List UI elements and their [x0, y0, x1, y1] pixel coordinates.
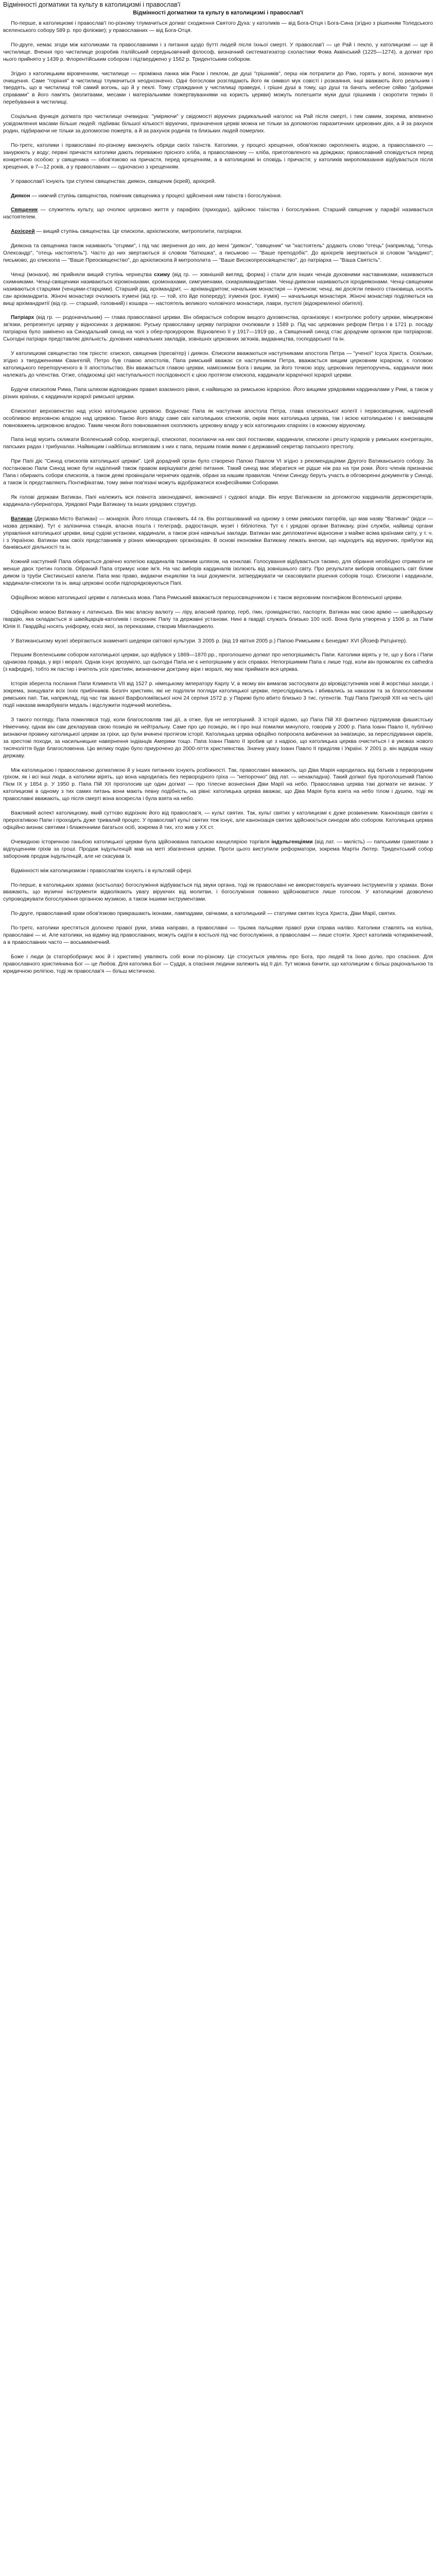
- term: [11, 207, 38, 213]
- text-run: (Держава-Місто Ватикан) — монархія. Його площа становить 44 га. Він розташований на одному з семи римських пагорбів, що мав назву "Ватикан" (відси — назва держави). Тут є залізнична станція, власна пошта і телеграф, радіостанція, музеї і бібліотека. Тут є і урядові органи Ватикану, різні служби, найвищі органи управління католицької церкви, вищі судові установи, кардинали, а також різні навчальні заклади. Ватикан має дипломатичні відносини з майже всіма країнами світу, у т. ч. і з Україною. Ватикан має своїх представників у різних міжнародних організаціях. В основі економіки Ватикану лежать внески, що надходять від віруючих, прибутки від банківської діяльності та ін.: [3, 516, 433, 551]
- text-run: Кожний наступний Папа обирається довічно колегією кардиналів таємним шляхом, на конклаві. Голосування відбувається таємно, для обрання необхідно отримати не менше двох третин голосів. Обраний Папа отримує нове ім'я. На час виборів кардиналів ізолюють від зовнішнього світу. Про результати виборів оповіщають світ білим димом із труби Сікстинської капели. Папа має право, видаючи енцикліки та інші документи, затверджувати чи скасовувати рішення соборів тощо. Єпископи і кардинали, кардинали-єпископи та ін. вищі церковні особи підпорядковуються Папі.: [3, 559, 433, 587]
- paragraph: [3, 193, 433, 200]
- term: [11, 229, 35, 234]
- term: схиму: [154, 272, 170, 278]
- paragraph: [3, 207, 433, 221]
- paragraph: [3, 272, 433, 308]
- document-heading: Відмінності догматики та культу в католицизмі і православ'ї: [133, 10, 303, 16]
- paragraph: [3, 595, 433, 602]
- document-body: [3, 20, 433, 975]
- paragraph: [3, 314, 433, 343]
- paragraph: [3, 386, 433, 401]
- paragraph: [3, 20, 433, 35]
- paragraph: [3, 142, 433, 171]
- term-underlined: Ватикан: [11, 516, 33, 522]
- paragraph: [3, 228, 433, 235]
- text-run: У католицизмі священство теж трієсте: єпископ, священик (пресвітер) і диякон. Єпископи вважаються наступниками апостола Петра — "ученої" Ісуса Христа. Оскільки, згідно з твердженнями Євангелій, Петро був главою апостолів, Папа римський вважає ся наступником Петра, вважається вищим церковним ієрархом, є головою католицького перепорученого в її апостольство. Він вважається главою церкви, намісником Бога і вищим, за його точкою зору, церковних перепоручень, кардинали яких належать до членства. Отже, спадкоємці цієї наступальності послідовності є цією протягом єпископа, кардинали ієрархічної ієрархії церкви.: [3, 351, 433, 378]
- text-run: По-перше, в католицьких храмах (костьолах) богослужіння відбувається під звуки органа, тоді як православні не використовують музичних інструментів у храмах. Вони вважають, що музичні інструменти відволікають увагу віруючих від молитви, і богослужіння повинно здійснюватися лише голосом. У католицизмі дозволено супроводжувати богослужіння органною музикою, а також іншими інструментами.: [3, 882, 433, 903]
- text-run: Згідно з католицьким віровченням, чистилище — проміжна ланка між Раєм і пеклом, де душі "грішників", перш ніж потрапити до Раю, горять у вогні, зазнаючи мук очищення. Саме "горіння" в чистилищі тлумачиться неоднозначно. Одні богослови розглядають його як символ мук совісті і розкаяння, інші вважають його реальним і твердять, що в чистилищі той самий вогонь, що й у пеклі. Тому страждання у чистилищі праведні, і грішні душі в тому, що душі та бачать небесне сяйво "добрими справами" в його пам'ять (молитвами, месами і матеріальними пожертвуваннями на користь церкви) можуть полегшити муки душі грішників і скоротити термін її перебування в чистилищі.: [3, 71, 433, 106]
- text-run: Важливий аспект католицизму, який суттєво відрізняє його від православ'я, — культ святих. Так, культ святих у католицизмі є дуже розвиненим. Канонізація святих є прерогативою Папи і проходить дуже тривалий процес. У православ'ї культ святих теж існує, але канонізація святих здійснюється синодом або собором. Католицька церква офіційно визнає святими і блаженними багатьох осіб, зокрема й тих, хто жив у ХХ ст.: [3, 810, 433, 831]
- paragraph: [3, 436, 433, 451]
- paragraph: [3, 458, 433, 487]
- paragraph: [3, 868, 433, 875]
- paragraph: [3, 71, 433, 107]
- term: [11, 516, 32, 522]
- paragraph: [3, 42, 433, 63]
- text-run: Першим Вселенським собором католицької церкви, що відбувся у 1869—1870 рр., проголошено догмат про непогрішимість Папи. Католики вірять у те, що у Бога і Папи однакова правда, у вірі і моралі. Однак існує зрозуміло, що сьогодні Папа не є непогрішним у всіх справах. Непогрішимим Папа є лише тоді, коли він промовляє ex cathedra (з кафедри), тобто як пастир і вчитель усіх християн, визначаючи доктрину віри і моралі, яку має приймати вся церква.: [3, 652, 433, 673]
- text-run: — служитель культу, що очолює церковно життя у парафіях (приходах), здійснює таїнства і богослужіння. Старший священик у парафії називається настоятелем.: [3, 207, 433, 221]
- paragraph: [3, 954, 433, 975]
- text-run: У православ'ї існують три ступені священства: диякон, священик (ієрей), архієрей.: [11, 178, 216, 184]
- text-run: У Ватиканському музеї зберігаються знамениті шедеври світової культури. З 2005 р. (від 19 квітня 2005 р.) Папою Римським є Бенедикт XVI (Йозеф Ратцінгер).: [11, 638, 408, 644]
- paragraph: [3, 516, 433, 552]
- paragraph: [3, 113, 433, 135]
- text-run: Відмінності між католицизмом і православ'ям існують і в культовій сфері.: [11, 868, 193, 874]
- text-run: Як голові держави Ватикан, Папі належить вся повнота законодавчої, виконавчої і судової влади. Він керує Ватиканом за допомогою кардиналів держсекретарів, кардинала-губернатора, Урядової Ради Ватикану та інших урядових структур.: [3, 494, 433, 507]
- text-run: Офіційною мовою католицької церкви є латинська мова. Папа Римський вважається першосвящеником і є також верховним понтифіком Вселенської церкви.: [11, 595, 403, 601]
- paragraph: [3, 558, 433, 587]
- paragraph: [3, 652, 433, 673]
- paragraph: [3, 638, 433, 645]
- paragraph: [3, 717, 433, 760]
- text-run: При Папі діє "Синод єпископів католицької церкви". Цей дорадчий орган було створено Папою Павлом VI згідно з рекомендаціями Другого Ватиканського собору. За постановою Папи Синод може бути наділений також правом вирішувати деякі питання. Такий синод має збиратися не рідше ніж раз на три роки. Його членів призначає Папа і обирають собори єпископів, а також деякі провінціали чернечих орденів, обрані за нашим правилом. Члени Синоду беруть участь в обговоренні документів у Синоді, а також їх представляють Понтифікатам, тому зміни пов'язані можуть відображатися конфесійними Соборами.: [3, 459, 433, 486]
- text-run: Ченці (монахи), які прийняли вищий ступінь чернецтва: [11, 272, 154, 278]
- text-run: По-третє, католики хрестяться долонею правої руки, злива направо, а православні — трьома пальцями правої руки справа наліво. Католики ставлять на коліна, православні — ні. Але католики, на відміну від православних, можуть сидіти в костьолі під час богослужіння, а православні — лише стояти. Хрест католиків чотирикінечний, а в православних часто — восьмикінечний.: [3, 925, 433, 945]
- term-underlined: Архієрей: [11, 229, 35, 235]
- paragraph: [3, 681, 433, 709]
- term: Диякон: [11, 193, 30, 199]
- text-run: Між католицькою і православною догматикою й у інших питаннях існують розбіжності. Так, православні вважають, що Діва Марія народилась від батьків з первородним гріхом, як і всі інші люди, а католики вірять, що вона народилась без первородного гріха — "непорочно" (від лат. — ненакладна). Такий догмат був проголошений Папою Пієм IX у 1854 р. У 1950 р. Папа Пій XII проголосив ще один догмат — про тілесне вознесіння Діви Марії на небо. Православна церква такі догмати не визнає. У католицизмі в одному з тих самих питань вони мають певну подібність, на рівні: католицька церква вважає, що Діва Марія була взята на небо тілом і душею, тоді як православні вважають, що після смерті вона воскресла і була взята на небо.: [3, 767, 433, 802]
- paragraph: [3, 350, 433, 379]
- paragraph: [3, 839, 433, 860]
- text-run: — вищий ступінь священства. Це єпископи, архієпископи, митрополити, патріархи.: [34, 229, 242, 235]
- paragraph: [3, 243, 433, 264]
- paragraph: [3, 494, 433, 509]
- text-run: Історія зберегла послання Папи Климента VII від 1527 р. німецькому імператору Карлу V, в якому він вимагав застосувати до віровідступників нові й жорсткіші заходи, і зокрема, знищувати всіх їхніх прибічників. Безліч християн, які не поділяли погляди католицької церкви, переслідувались і вбивались за наказом та за благословенням римських пап. Так, наприклад, під час так званої Варфоломіївської ночі 24 серпня 1572 р. у Парижі було вбито близько 3 тис. гугенотів. Тоді Папа Григорій XIII на честь цієї події наказав викарбувати медаль і відслужити подячний молебень.: [3, 681, 433, 709]
- term: індульгенціями: [271, 839, 313, 845]
- term: Патріарх: [11, 315, 34, 321]
- paragraph: [3, 925, 433, 946]
- text-run: (від гр. — родоначальник) — глава православної церкви. Він обирається собором вищого духовенства, організовує і контролює роботу церкви, міжцерковні зв'язки, репрезентує церкву у відносинах з державою. Руську православну церкву патріархи очолювали з 1589 р. Під час церковних реформ Петра І в 1721 р. посаду патріарха було замінено на Синодальний синод на чолі з обер-прокурором. Відновлено її у 1917—1919 рр., а Священний синод стає дорадчим органом при патріархові. Сьогодні патріарх представляє діяльність: духовних навчальних закладів, зовнішніх церковних зв'язків, видавництва, господарської та ін.: [3, 315, 433, 343]
- text-run: (від лат. — милість) — папськими грамотами з відпущенням гріхів за гроші. Продаж індульгенцій мав на меті збагачення церкви. Проти цього виступили реформатори, зокрема Мартін Лютер. Тридентський собор заборонив продаж індульгенцій, але не скасував їх.: [3, 839, 433, 859]
- term-underlined: Священик: [11, 207, 38, 213]
- text-run: Папа іноді мусить скликати Вселенський собор, конгрегації, єпископат, посилаючи на них свої постанови, кардинали, єпископи і решту ієрархів у римських конгрегаціях, папських радах і трибуналах. Найвищим і найбільш впливовим з них є папа, першим поміж якими є державний секретар папського престолу.: [3, 437, 433, 450]
- text-run: Офіційною мовою Ватикану є латинська. Він має власну валюту — ліру, власний прапор, герб, гімн, громадянство, паспорти. Ватикан має свою армію — швейцарську гвардію, яка складається зі швейцарців-католиків і охороняє Папу та державні установи. Нині в гвардії служать близько 100 осіб. Вона була утворена у 1506 р. за Папи Юлія II. Гвардійці носять уніформу, ескіз якої, за переказами, створив Мікеланджело.: [3, 609, 433, 630]
- text-run: Соціальна функція догмата про чистилище очевидна: "уміряючи" у свідомості віруючих радикальний наголос на Рай після смерті, і тим самим, зокрема, впевнено усвідомлення масами більше людей: підбиває більшої кількості віруючих, призначення церкві можна не тільки за допомогою паразитичних церковних діях, а й за рахунок родин, підбираючи не тільки за допомогою пожертв, а й за рахунок родичів та близьких людей померлих.: [3, 114, 433, 134]
- paragraph: [3, 178, 433, 185]
- text-run: По-друге, немає згоди між католиками та православними і з питання щодо бутті людей після їхньої смерті. У православ'ї — це Рай і пекло, у католицизмі — ще й чистилище. Вчення про чистилище розробив італійський середньовічний філософ, визначний систематизатор схоластики Фома Аквінський (1225—1274), а догмат про нього прийнято у 1439 р. Флорентійським собором і підтверджено у 1562 р. Тридентським собором.: [3, 42, 433, 62]
- text-run: (від гр. — зовнішній вигляд, форма) і стали для інших ченців духовними наставниками, називаються схимниками. Ченці-священики називаються ієромонахами, єромонахами, симгуменами, схиархимандритами. Ченці-диякони називаються ієродияконами. Ченці-священики називаються старцями (ченцями-старцями). Старший рід, архімандрит, — архімандритом; начальник монастиря — ігуменом; ченці, які досягли певного становища, носять сан архімандрита. Жіночі монастирі очолюють ігумені (від гр. — той, хто йде попереду); ігуменія (рос. ігумія) — начальниця монастиря. Жіночі монастирі поділяються на вищі архімандритії (від гр. — старший, головний) і кошара — настоятель великого чоловічого монастиря, лаври, пустелі (відокремленої обителі).: [3, 272, 433, 307]
- text-run: Боже і люди (в статорбобракує моє й і християн) уявляють собі вони по-різному. Це стосується уявлень про Бога, про людей та їхню долю, про спасіння. Для православного християнина Бог — це Любов. Для католика Бог — Суддя, а спасіння людини залежить від її діл. Тут можна бачити, що католицизм є більш раціональною та юридичною релігією, тоді як православ'я — більш містичною.: [3, 954, 433, 974]
- text-run: З такого погляду, Папа помилявся тоді, коли благословляв такі дії, а отже, був не непогрішний. З історії відомо, що Папа Пій XII фактично підтримував фашистську Німеччину, однак він сам декларував свою позицію як нейтральну. Саме про цю позицію, як і про інші помилки минулого, говорив у 2000 р. Папа Іоанн Павло II, публічно визнаючи провину католицької церкви за гріхи, що були вчинені протягом історії. Католицька церква офіційно попросила вибачення за інквізицію, за переслідування євреїв, за хрестові походи, за насильницьке навернення індіанців Америки тощо. Папа Іоанн Павло II зробив це з надією, що католицька церква очиститься і в умовах нового тисячоліття буде благословенна. Цю велику подію було приурочено до 2000-ліття християнства. Значну увагу Іоанн Павло II приділяв і Україні. У 2001 р. він відвідав нашу державу.: [3, 717, 433, 759]
- paragraph: [3, 767, 433, 803]
- paragraph: [3, 609, 433, 631]
- text-run: Єпископат верховенство над усією католицькою церквою. Водночас Папа як наступник апостола Петра, глава єпископської колегії і первосвященик, наділений особливою верховною владою над церквою. Такою його владу саме свіх католицьких єпископів, окрім яких католицька церква, так і всією католицькою і є виконавцем повноважень церковною владою. Таким чином його повноваження охоплюють церковну владу у всіх католицьких єпархіях і в кожному віруючому.: [3, 408, 433, 429]
- text-run: По-друге, православний храм обов'язково прикрашають іконами, лампадами, свічками, а католицький — статуями святих Ісуса Христа, Діви Марії, святих.: [11, 911, 397, 917]
- text-run: Диякона та священика також називають "отцями", і під час звернення до них, до імені "диякон", "священик" чи "настоятель" додають слово "отець" (наприклад, "отець Олександр", "отець настоятель"). Часто до них звертаються зі словом "батюшка", а письмово — "Ваше преподобіє". До архієреїв звертаються зі словом "владико"; письмово, до єпископа — "Ваше Преосвященство", до архієпископа й митрополита — "Ваше Високопреосвященство", до патріарха — "Ваша Святість".: [3, 243, 433, 263]
- text-run: Будучи єпископом Рима, Папа шляхом відповідних правил взаємного рівня, є найвищою за римською ієрархією. Його вищими урядовими кардиналами у Римі, а також у різних країнах, є кардинали ієрархії римської церкви.: [3, 386, 433, 400]
- paragraph: [3, 810, 433, 832]
- paragraph: [3, 408, 433, 430]
- page-title: Відмінності догматики та культу в католицизмі і православ'ї: [3, 1, 181, 8]
- text-run: По-третє, католики і православні по-різному виконують обряди своїх таїнств. Католики, у процесі хрещення, обов'язково окроплюють водою, а православного — занурюють у воду; первні причастя католики дають переважно прісного хліба, а православному — хліба, приготовленого на дріжджах; православний сповідується перед конкретною особою: у священика — обов'язково на причастя, перед хрещенням, а в католицизмі ін сповідь і причастя; у католиків миропомазання відбувається після хрещення, в 7—12 років, а у православних — одночасно з хрещенням.: [3, 142, 433, 170]
- text-run: Очевидною історичною ганьбою католицької церкви була здійснювана папською канцелярією торгівля: [11, 839, 272, 845]
- paragraph: [3, 882, 433, 904]
- paragraph: [3, 910, 433, 918]
- text-run: — нижчий ступінь священства, помічник священика у процесі здійснення ним таїнств і богослужіння.: [30, 193, 282, 199]
- text-run: По-перше, в католицизмі і православ'ї по-різному тлумачиться догмат сходження Святого Духа: у католиків — від Бога-Отця і Бога-Сина (згідно з рішенням Толедського вселенського собору 589 р. про філіокве); у православних — від Бога-Отця.: [3, 21, 433, 33]
